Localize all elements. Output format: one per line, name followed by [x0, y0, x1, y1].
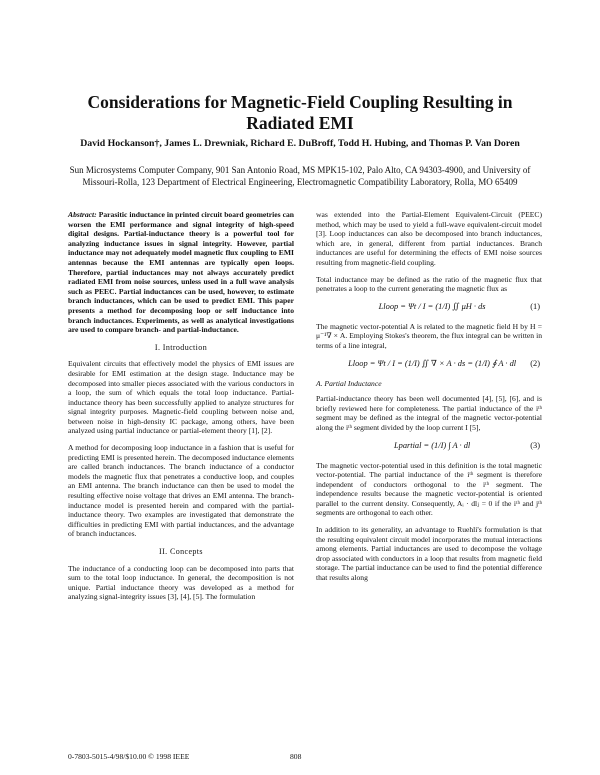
- equation-number: (2): [530, 358, 540, 368]
- paper-title: Considerations for Magnetic-Field Coupling Resulting in Radiated EMI: [87, 92, 513, 133]
- equation-3: [316, 440, 542, 451]
- body-paragraph: Equivalent circuits that effectively model the physics of EMI issues are desirable for EMI estimation at the design stage. Inductance may be decomposed into smaller pieces associated with the various conductors in a loop, the sum of which equals the total loop inductance. Partial-inductance theory has been successfully applied to analyze structures for signal integrity purposes. Magnetic-field coupling between noise and, between noise in high-density IC package, among others, have been analyzed using partial inductance or partial-element theory [1], [2].: [68, 359, 294, 436]
- equation-2: [316, 358, 542, 369]
- left-column: [68, 210, 294, 609]
- body-paragraph: The magnetic vector-potential A is related to the magnetic field H by H = μ⁻¹∇ × A. Employing Stokes's theorem, the flux integral can be written in terms of a line integral,: [316, 321, 542, 350]
- page-number: 808: [290, 752, 302, 761]
- subsection-heading-partial-inductance: A. Partial Inductance: [316, 378, 382, 388]
- equation-expression: Lloop = Ψt / I = (1/I) ∬ μH · ds: [378, 301, 486, 311]
- body-paragraph: Total inductance may be defined as the ratio of the magnetic flux that penetrates a loop to the current generating the magnetic flux as: [316, 274, 542, 294]
- equation-expression: Lloop = Ψt / I = (1/I) ∬ ∇ × A · ds = (1/I) ∮ A · dl: [348, 358, 517, 368]
- copyright-footer: 0-7803-5015-4/98/$10.00 © 1998 IEEE: [68, 752, 190, 761]
- body-paragraph: Partial-inductance theory has been well documented [4], [5], [6], and is briefly reviewed here for completeness. The partial inductance of the iᵗʰ segment may be defined as the integral of the magnetic vector-potential along the iᵗʰ segment divided by the loop current I [5],: [316, 394, 542, 432]
- body-paragraph: A method for decomposing loop inductance in a fashion that is useful for predicting EMI is presented herein. The decomposed inductance elements are called branch inductances. The branch inductance of a conductor models the magnetic flux that penetrates a conductive loop, and couples an EMI antenna. The branch inductance can then be used to model the resulting effective noise voltage that drives an EMI antenna. The branch-inductance model is presented herein and compared with the partial-inductance theory. Two examples are investigated that demonstrate the difficulties in predicting EMI with partial inductances, and the advantage of branch inductances.: [68, 443, 294, 539]
- equation-expression: Lpartial = (1/I) ∫ A · dl: [393, 440, 471, 450]
- body-paragraph: In addition to its generality, an advantage to Ruehli's formulation is that the resulting equivalent circuit model incorporates the mutual interactions among elements. Partial inductances are used to decompose the voltage drop associated with conductors in a loop that results from magnetic field storage. The partial inductance can be used to find the potential difference that results along: [316, 525, 542, 583]
- section-heading-introduction: I. Introduction: [154, 342, 208, 352]
- abstract-text: Parasitic inductance in printed circuit board geometries can worsen the EMI performance and signal integrity of high-speed digital designs. Partial-inductance theory is a powerful tool for analyzing inductance issues in signal integrity. However, partial inductance may not adequately model magnetic flux coupling to EMI antennas because the EMI antennas are typically open loops. Therefore, partial inductances may not always accurately predict radiated EMI from noise sources, unless used in a full wave analysis such as PEEC. Partial inductances can be used, however, to estimate branch inductances, which can be used to predict EMI. This paper presents a method for decomposing loop or self inductance into branch inductances. Experiments, as well as analytical investigations are used to compare branch- and partial-inductance.: [68, 210, 295, 335]
- body-paragraph: was extended into the Partial-Element Equivalent-Circuit (PEEC) method, which may be used to yield a full-wave equivalent-circuit model [3]. Loop inductances can also be decomposed into branch inductances, which are, in general, different from partial inductances. Branch inductances are useful for determining the effects of EMI noise sources resulting from magnetic-field coupling.: [316, 210, 542, 267]
- equation-number: (3): [530, 440, 540, 450]
- body-paragraph: The inductance of a conducting loop can be decomposed into parts that sum to the total loop inductance. In general, the decomposition is not unique. Partial inductance theory was developed as a method for analyzing signal-integrity issues [3], [4], [5]. The formulation: [68, 563, 294, 602]
- abstract: [68, 210, 294, 335]
- body-paragraph: The magnetic vector-potential used in this definition is the total magnetic vector-potential. The partial inductance of the iᵗʰ segment is therefore independent of conductors orthogonal to the iᵗʰ segment. The independence results because the magnetic vector-potential is oriented parallel to the current density. Consequently, Aᵢ · dlⱼ = 0 if the iᵗʰ and jᵗʰ segments are orthogonal to each other.: [316, 460, 542, 518]
- equation-1: [316, 301, 542, 312]
- section-heading-concepts: II. Concepts: [159, 547, 203, 556]
- author-affiliation: Sun Microsystems Computer Company, 901 San Antonio Road, MS MPK15-102, Palo Alto, CA 94303-4900, and University of Missouri-Rolla, 123 Department of Electrical Engineering, Electromagnetic Compatibility Laboratory, Rolla, MO 65409: [69, 165, 531, 187]
- abstract-label: Abstract:: [68, 210, 97, 219]
- right-column: [316, 210, 542, 590]
- equation-number: (1): [530, 301, 540, 311]
- author-list: David Hockanson†, James L. Drewniak, Richard E. DuBroff, Todd H. Hubing, and Thomas P. Van Doren: [80, 138, 520, 149]
